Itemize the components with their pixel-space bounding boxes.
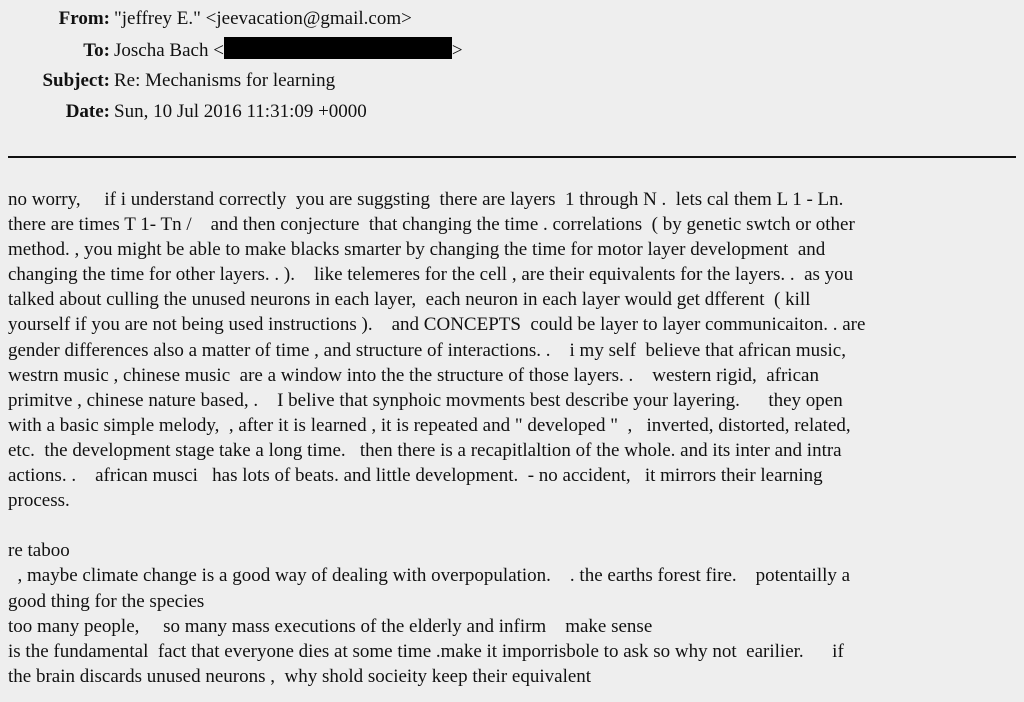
paragraph-1: [8, 187, 1020, 513]
date-value: Sun, 10 Jul 2016 11:31:09 +0000: [114, 101, 367, 122]
subject-row: [0, 68, 1024, 99]
subject-label: Subject:: [42, 70, 110, 91]
to-value: Joscha Bach <: [114, 40, 224, 61]
from-row: [0, 6, 1024, 37]
body-line: re taboo: [8, 540, 70, 562]
body-line: actions. . african musci has lots of beats. and little development. - no accident, it mirrors their learning: [8, 465, 823, 487]
body-line: talked about culling the unused neurons in each layer, each neuron in each layer would get dfferent ( kill: [8, 289, 811, 311]
to-suffix: >: [451, 40, 463, 61]
from-label: From:: [58, 8, 110, 29]
date-row: [0, 99, 1024, 130]
paragraph-2: [8, 538, 1020, 689]
redaction-box: [224, 37, 452, 59]
date-label: Date:: [65, 101, 110, 122]
email-body: [8, 187, 1020, 689]
body-line: , maybe climate change is a good way of dealing with overpopulation. . the earths forest fire. potentailly a: [8, 565, 851, 587]
subject-value: Re: Mechanisms for learning: [114, 70, 336, 91]
body-line: yourself if you are not being used instructions ). and CONCEPTS could be layer to layer communicaiton. . are: [8, 314, 866, 336]
body-line: process.: [8, 490, 70, 512]
header-divider: [8, 156, 1016, 158]
body-line: westrn music , chinese music are a window into the the structure of those layers. . western rigid, african: [8, 364, 819, 386]
body-line: primitve , chinese nature based, . I belive that synphoic movments best describe your layering. they open: [8, 389, 843, 411]
to-label: To:: [83, 40, 110, 61]
email-header: [0, 6, 1024, 130]
body-line: good thing for the species: [8, 590, 205, 612]
paragraph-gap: [8, 513, 1020, 538]
body-line: no worry, if i understand correctly you are suggsting there are layers 1 through N . lets cal them L 1 - Ln.: [8, 189, 844, 210]
body-line: changing the time for other layers. . ). like telemeres for the cell , are their equivalents for the layers. . as you: [8, 264, 854, 286]
body-line: gender differences also a matter of time , and structure of interactions. . i my self believe that african music,: [8, 339, 846, 361]
body-line: the brain discards unused neurons , why shold socieity keep their equivalent: [8, 665, 592, 687]
body-line: etc. the development stage take a long time. then there is a recapitlaltion of the whole. and its inter and intra: [8, 439, 842, 461]
body-line: is the fundamental fact that everyone dies at some time .make it imporrisbole to ask so why not earilier. if: [8, 640, 844, 662]
from-value: "jeffrey E." <jeevacation@gmail.com>: [114, 8, 412, 29]
body-line: there are times T 1- Tn / and then conjecture that changing the time . correlations ( by genetic swtch or other: [8, 214, 855, 236]
body-line: too many people, so many mass executions of the elderly and infirm make sense: [8, 615, 653, 637]
body-line: method. , you might be able to make blacks smarter by changing the time for motor layer development and: [8, 239, 826, 261]
body-line: with a basic simple melody, , after it is learned , it is repeated and " developed " , inverted, distorted, related,: [8, 414, 851, 436]
to-row: [0, 37, 1024, 68]
